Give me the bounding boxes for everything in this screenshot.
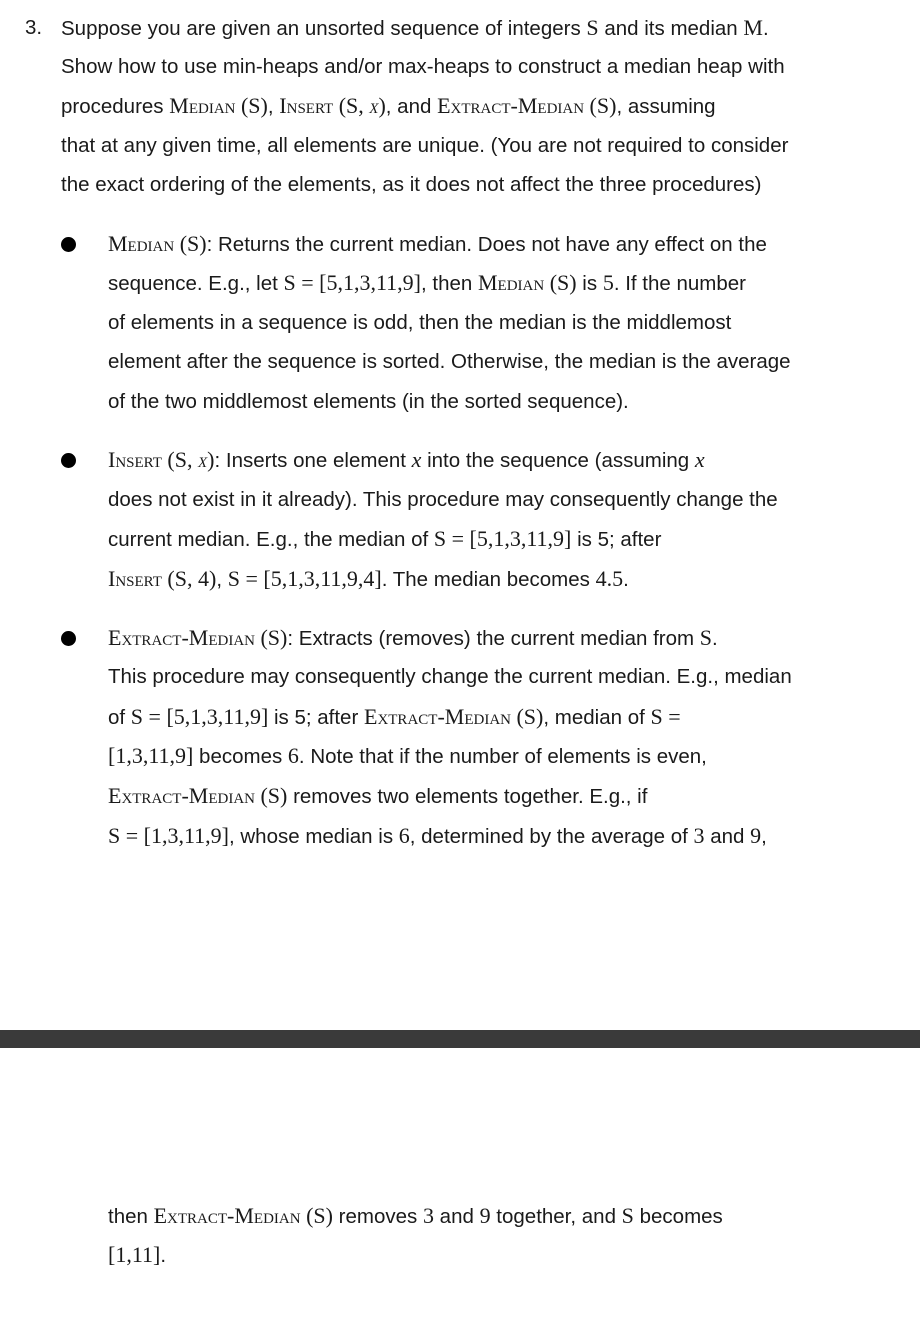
extract-line-1: Extract-Median (S): Extracts (removes) the current median from S.	[108, 625, 718, 650]
median-line-2: sequence. E.g., let S = [5,1,3,11,9], then Median (S) is 5. If the number	[108, 270, 746, 295]
median-line-3: of elements in a sequence is odd, then the median is the middlemost	[108, 311, 732, 334]
median-line-4: element after the sequence is sorted. Otherwise, the median is the average	[108, 350, 791, 373]
extract-line-3: of S = [5,1,3,11,9] is 5; after Extract-Median (S), median of S =	[108, 704, 681, 729]
intro-line-2: Show how to use min-heaps and/or max-heaps to construct a median heap with	[61, 55, 785, 78]
extract-line-5: Extract-Median (S) removes two elements together. E.g., if	[108, 783, 648, 808]
intro-line-3: procedures Median (S), Insert (S, x), and Extract-Median (S), assuming	[61, 93, 716, 118]
extract-line-6: S = [1,3,11,9], whose median is 6, determined by the average of 3 and 9,	[108, 823, 767, 848]
insert-line-2: does not exist in it already). This procedure may consequently change the	[108, 488, 778, 511]
question-number: 3.	[25, 16, 43, 39]
median-line-1: Median (S): Returns the current median. Does not have any effect on the	[108, 231, 767, 256]
insert-line-1: Insert (S, x): Inserts one element x into the sequence (assuming x	[108, 447, 705, 472]
intro-line-5: the exact ordering of the elements, as it does not affect the three procedures)	[61, 173, 762, 196]
insert-line-3: current median. E.g., the median of S = [5,1,3,11,9] is 5; after	[108, 526, 662, 551]
intro-line-1: Suppose you are given an unsorted sequence of integers S and its median M.	[61, 15, 769, 40]
extract-line-4: [1,3,11,9] becomes 6. Note that if the number of elements is even,	[108, 743, 707, 768]
bullet-marker	[61, 237, 76, 252]
extract-line-2: This procedure may consequently change the current median. E.g., median	[108, 665, 792, 688]
insert-line-4: Insert (S, 4), S = [5,1,3,11,9,4]. The median becomes 4.5.	[108, 566, 629, 591]
continuation-line-2: [1,11].	[108, 1242, 167, 1267]
median-line-5: of the two middlemost elements (in the sorted sequence).	[108, 390, 629, 413]
intro-line-4: that at any given time, all elements are unique. (You are not required to consider	[61, 134, 789, 157]
bullet-marker	[61, 453, 76, 468]
page-divider	[0, 1030, 920, 1048]
bullet-marker	[61, 631, 76, 646]
continuation-line-1: then Extract-Median (S) removes 3 and 9 together, and S becomes	[108, 1203, 723, 1228]
